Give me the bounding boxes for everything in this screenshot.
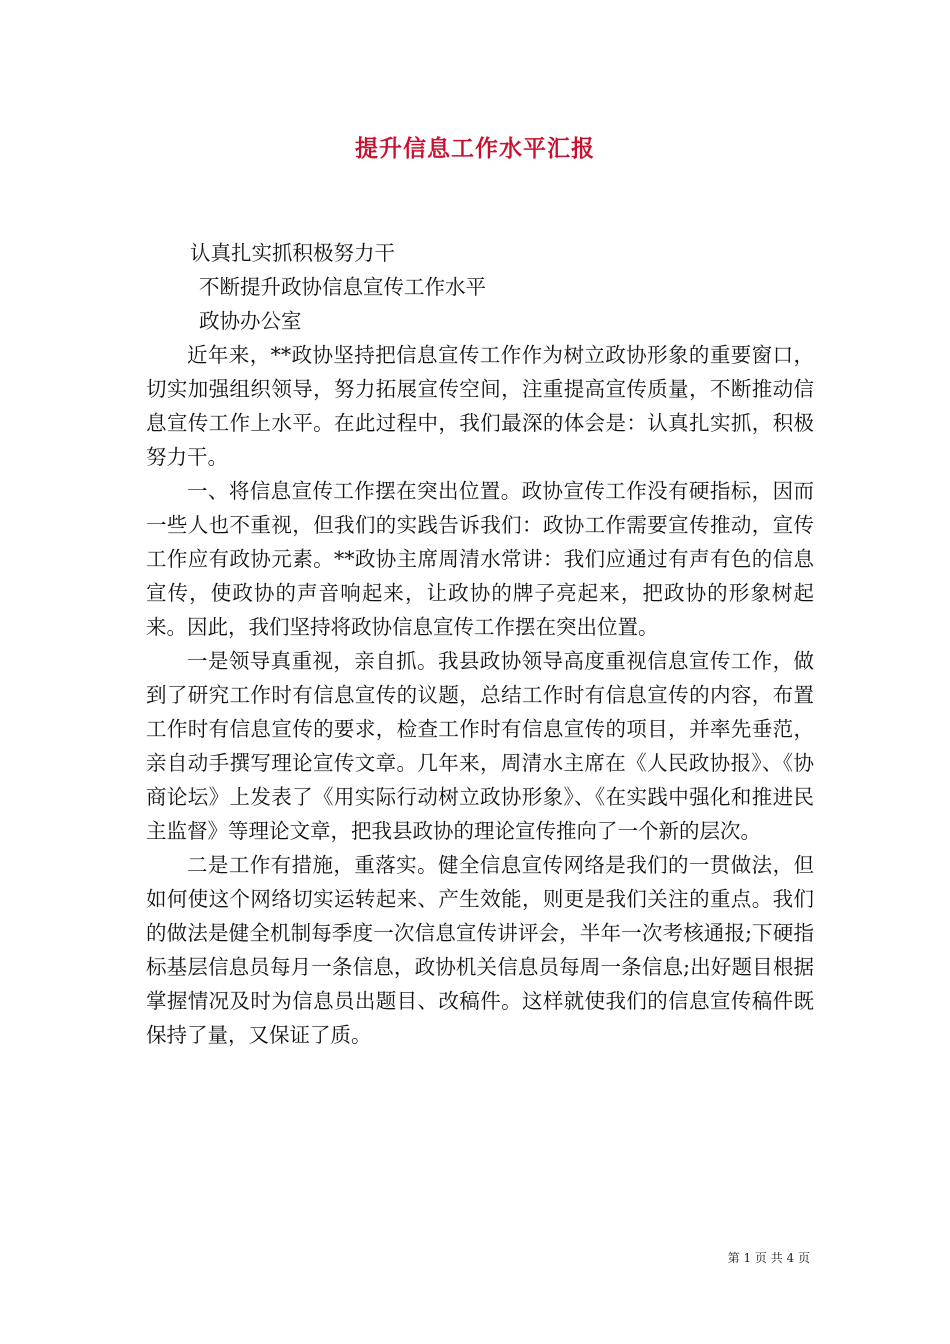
- document-title: 提升信息工作水平汇报: [355, 135, 595, 162]
- document-body: [146, 236, 814, 1052]
- page-number: 第 1 页 共 4 页: [727, 1251, 810, 1265]
- paragraph: 一是领导真重视，亲自抓。我县政协领导高度重视信息宣传工作，做到了研究工作时有信息宣传的议题，总结工作时有信息宣传的内容，布置工作时有信息宣传的要求，检查工作时有信息宣传的项目，并率先垂范，亲自动手撰写理论宣传文章。几年来，周清水主席在《人民政协报》、《协商论坛》上发表了《用实际行动树立政协形象》、《在实践中强化和推进民主监督》等理论文章，把我县政协的理论宣传推向了一个新的层次。: [146, 649, 814, 843]
- paragraph: 一、将信息宣传工作摆在突出位置。政协宣传工作没有硬指标，因而一些人也不重视，但我们的实践告诉我们：政协工作需要宣传推动，宣传工作应有政协元素。**政协主席周清水常讲：我们应通过有声有色的信息宣传，使政协的声音响起来，让政协的牌子亮起来，把政协的形象树起来。因此，我们坚持将政协信息宣传工作摆在突出位置。: [146, 479, 814, 639]
- subtitle-line-1: 认真扎实抓积极努力干: [190, 241, 395, 265]
- author-line: 政协办公室: [199, 309, 302, 333]
- paragraph: 二是工作有措施，重落实。健全信息宣传网络是我们的一贯做法，但如何使这个网络切实运转起来、产生效能，则更是我们关注的重点。我们的做法是健全机制每季度一次信息宣传讲评会，半年一次考核通报;下硬指标基层信息员每月一条信息，政协机关信息员每周一条信息;出好题目根据掌握情况及时为信息员出题目、改稿件。这样就使我们的信息宣传稿件既保持了量，又保证了质。: [146, 853, 814, 1047]
- subtitle-line-2: 不断提升政协信息宣传工作水平: [199, 275, 486, 299]
- paragraph: 近年来，**政协坚持把信息宣传工作作为树立政协形象的重要窗口，切实加强组织领导，努力拓展宣传空间，注重提高宣传质量，不断推动信息宣传工作上水平。在此过程中，我们最深的体会是：认真扎实抓，积极努力干。: [146, 343, 814, 469]
